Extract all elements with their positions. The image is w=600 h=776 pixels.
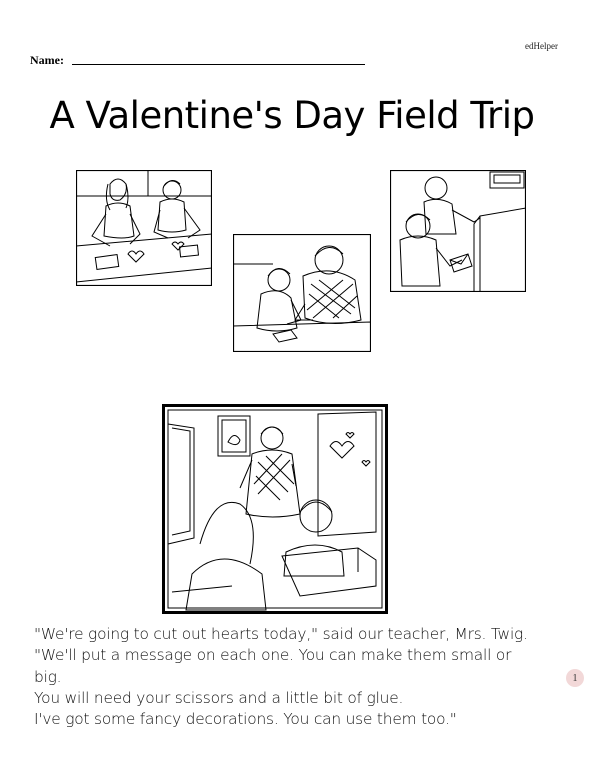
story-line: You will need your scissors and a little bit of glue. [34,688,404,707]
story-line: I've got some fancy decorations. You can use them too." [34,710,457,729]
story-line: big. [34,667,62,686]
boys-at-post-office-illustration [390,170,526,292]
teacher-classroom-illustration [162,404,388,614]
teacher-classroom-scene-icon [162,404,388,614]
boys-at-post-office-icon [390,170,526,292]
name-write-line[interactable] [72,64,365,65]
story-text [34,624,574,730]
boy-with-grandparent-illustration [233,234,371,352]
name-field-row [30,52,365,68]
story-line: "We're going to cut out hearts today," said our teacher, Mrs. Twig. [34,625,528,643]
boy-with-grandparent-icon [233,234,371,352]
story-line: "We'll put a message on each one. You can make them small or [34,646,512,665]
name-label: Name: [30,53,64,67]
children-cutting-hearts-illustration [76,170,212,286]
children-cutting-hearts-icon [76,170,212,286]
page-title: A Valentine's Day Field Trip [49,94,535,137]
publisher-brand: edHelper [525,41,558,51]
page-number-badge: 1 [566,669,584,687]
